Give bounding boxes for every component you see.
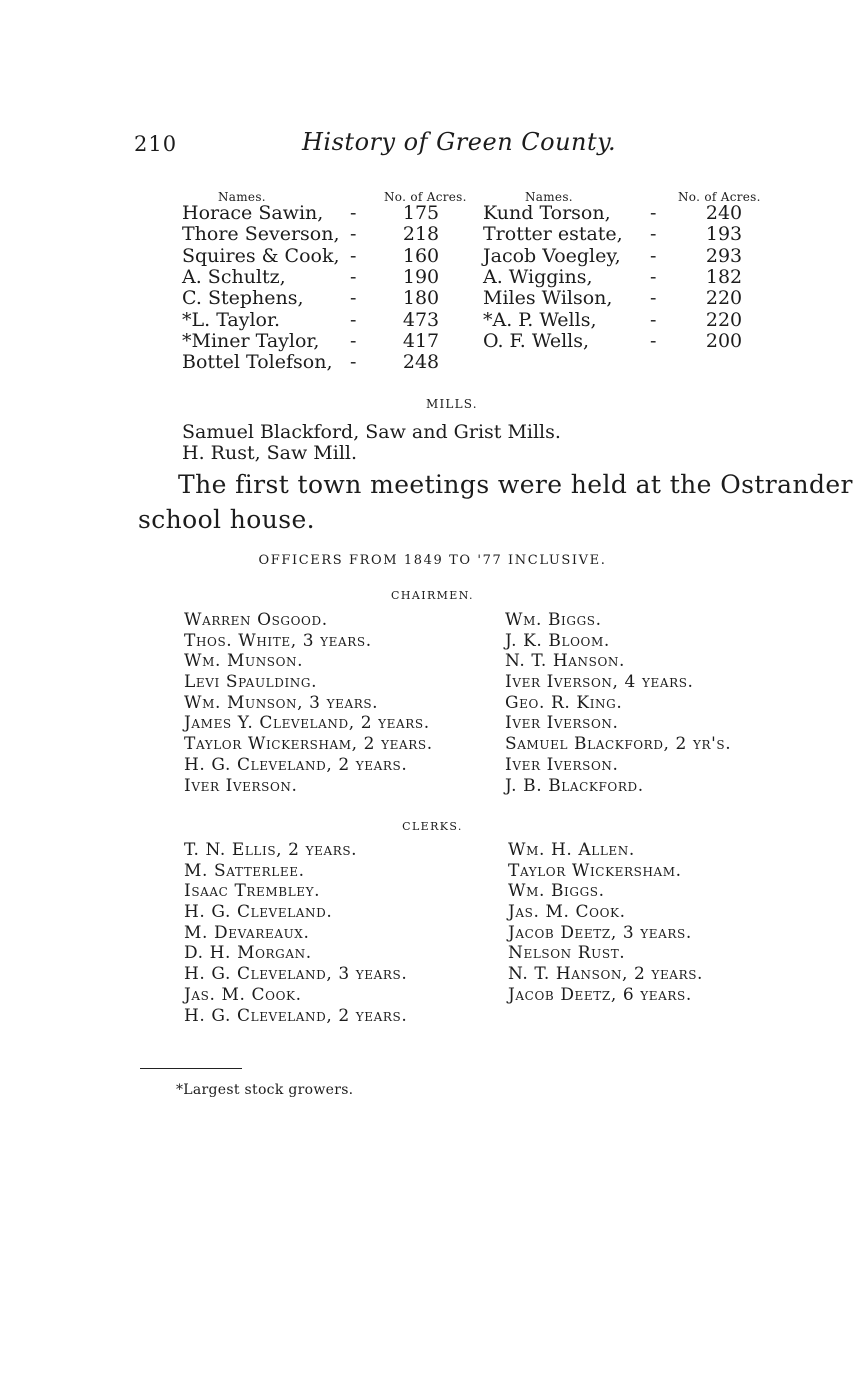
clerk-entry: H. G. Cleveland, 3 years. — [184, 964, 408, 985]
chairman-entry: Wm. Munson. — [184, 651, 304, 672]
land-row — [182, 223, 482, 245]
owner-name: Miles Wilson, — [483, 287, 613, 310]
officers-heading: OFFICERS FROM 1849 TO '77 INCLUSIVE. — [258, 553, 607, 568]
leader-dash: - — [350, 223, 357, 246]
chairmen-left-column — [184, 610, 514, 796]
acres-value: 473 — [402, 308, 440, 331]
land-row — [483, 223, 783, 245]
acres-value: 180 — [402, 287, 440, 310]
clerk-entry: Jacob Deetz, 6 years. — [508, 984, 692, 1005]
chairmen-right-column — [505, 610, 835, 796]
land-row — [182, 309, 482, 331]
acres-value: 182 — [705, 265, 743, 288]
land-row — [483, 202, 783, 224]
land-row — [182, 266, 482, 288]
clerk-entry: N. T. Hanson, 2 years. — [508, 964, 704, 985]
clerks-right-column — [508, 840, 838, 1006]
land-row — [483, 245, 783, 267]
chairman-entry: H. G. Cleveland, 2 years. — [184, 754, 408, 775]
footnote: *Largest stock growers. — [176, 1082, 354, 1098]
leader-dash: - — [650, 287, 657, 310]
clerk-entry: Nelson Rust. — [508, 943, 626, 964]
leader-dash: - — [350, 244, 357, 267]
clerk-entry: Wm. Biggs. — [508, 881, 605, 902]
leader-dash: - — [650, 329, 657, 352]
clerk-entry: H. G. Cleveland, 2 years. — [184, 1005, 408, 1026]
acres-value: 248 — [402, 351, 440, 374]
chairman-entry: Warren Osgood. — [184, 610, 328, 630]
owner-name: O. F. Wells, — [483, 329, 590, 352]
clerk-entry: M. Satterlee. — [184, 860, 305, 881]
land-row — [483, 309, 783, 331]
mill-entry: Samuel Blackford, Saw and Grist Mills. — [182, 421, 561, 443]
owner-name: A. Wiggins, — [483, 265, 593, 288]
chairman-entry: Thos. White, 3 years. — [184, 630, 372, 651]
land-row — [182, 330, 482, 352]
names-column-header: Names. — [525, 190, 573, 204]
leader-dash: - — [350, 329, 357, 352]
owner-name: Jacob Voegley, — [483, 244, 621, 267]
land-row — [182, 202, 482, 224]
owner-name: Horace Sawin, — [182, 202, 324, 224]
chairman-entry: J. K. Bloom. — [505, 630, 610, 651]
leader-dash: - — [350, 308, 357, 331]
acres-value: 193 — [705, 223, 743, 246]
chairman-entry: James Y. Cleveland, 2 years. — [184, 713, 430, 734]
running-title: History of Green County. — [302, 128, 617, 156]
clerk-entry: Jas. M. Cook. — [184, 984, 302, 1005]
land-row — [182, 245, 482, 267]
land-row — [182, 351, 482, 373]
mills-heading: MILLS. — [426, 397, 478, 411]
chairman-entry: Geo. R. King. — [505, 692, 623, 713]
chairman-entry: N. T. Hanson. — [505, 651, 625, 672]
land-row — [483, 330, 783, 352]
owner-name: C. Stephens, — [182, 287, 304, 310]
acres-column-header: No. of Acres. — [678, 190, 761, 204]
chairman-entry: Taylor Wickersham, 2 years. — [184, 734, 433, 755]
clerk-entry: H. G. Cleveland. — [184, 902, 333, 923]
land-row — [182, 287, 482, 309]
owner-name: Trotter estate, — [483, 223, 623, 246]
chairman-entry: Iver Iverson. — [184, 775, 298, 796]
leader-dash: - — [350, 351, 357, 374]
clerk-entry: Wm. H. Allen. — [508, 840, 635, 860]
clerk-entry: Taylor Wickersham. — [508, 860, 682, 881]
chairman-entry: Iver Iverson. — [505, 754, 619, 775]
owner-name: Squires & Cook, — [182, 244, 340, 267]
leader-dash: - — [650, 244, 657, 267]
clerk-entry: D. H. Morgan. — [184, 943, 312, 964]
owner-name: *L. Taylor. — [182, 308, 281, 331]
chairman-entry: Iver Iverson. — [505, 713, 619, 734]
owner-name: *Miner Taylor, — [182, 329, 320, 352]
acres-value: 190 — [402, 265, 440, 288]
owner-name: *A. P. Wells, — [483, 308, 597, 331]
owner-name: Kund Torson, — [483, 202, 611, 224]
acres-value: 417 — [402, 329, 440, 352]
clerk-entry: Jacob Deetz, 3 years. — [508, 922, 692, 943]
body-paragraph — [138, 467, 853, 537]
chairmen-heading: CHAIRMEN. — [391, 589, 474, 602]
page-header — [134, 128, 734, 168]
land-holdings-table — [170, 190, 790, 380]
leader-dash: - — [350, 287, 357, 310]
chairman-entry: Wm. Munson, 3 years. — [184, 692, 379, 713]
acres-value: 175 — [402, 202, 440, 224]
acres-value: 293 — [705, 244, 743, 267]
clerks-heading: CLERKS. — [402, 820, 463, 833]
chairman-entry: J. B. Blackford. — [505, 775, 644, 796]
chairman-entry: Wm. Biggs. — [505, 610, 602, 630]
page-number: 210 — [134, 132, 178, 156]
leader-dash: - — [350, 202, 357, 224]
acres-value: 240 — [705, 202, 743, 224]
acres-value: 220 — [705, 308, 743, 331]
mill-entry: H. Rust, Saw Mill. — [182, 442, 358, 464]
paragraph-line: The first town meetings were held at the Ostrander — [178, 470, 853, 499]
land-row — [483, 266, 783, 288]
chairman-entry: Samuel Blackford, 2 yr's. — [505, 734, 732, 755]
chairman-entry: Iver Iverson, 4 years. — [505, 672, 694, 693]
acres-value: 160 — [402, 244, 440, 267]
land-row — [483, 287, 783, 309]
owner-name: A. Schultz, — [182, 265, 286, 288]
clerk-entry: Isaac Trembley. — [184, 881, 321, 902]
leader-dash: - — [650, 202, 657, 224]
clerks-left-column — [184, 840, 514, 1026]
leader-dash: - — [650, 265, 657, 288]
clerk-entry: M. Devareaux. — [184, 922, 310, 943]
acres-value: 218 — [402, 223, 440, 246]
chairman-entry: Levi Spaulding. — [184, 672, 318, 693]
acres-column-header: No. of Acres. — [384, 190, 467, 204]
owner-name: Thore Severson, — [182, 223, 340, 246]
acres-value: 220 — [705, 287, 743, 310]
clerk-entry: Jas. M. Cook. — [508, 902, 626, 923]
acres-value: 200 — [705, 329, 743, 352]
names-column-header: Names. — [218, 190, 266, 204]
owner-name: Bottel Tolefson, — [182, 351, 333, 374]
footnote-rule — [140, 1068, 242, 1069]
leader-dash: - — [650, 308, 657, 331]
clerk-entry: T. N. Ellis, 2 years. — [184, 840, 358, 860]
leader-dash: - — [350, 265, 357, 288]
leader-dash: - — [650, 223, 657, 246]
paragraph-line: school house. — [138, 505, 316, 534]
